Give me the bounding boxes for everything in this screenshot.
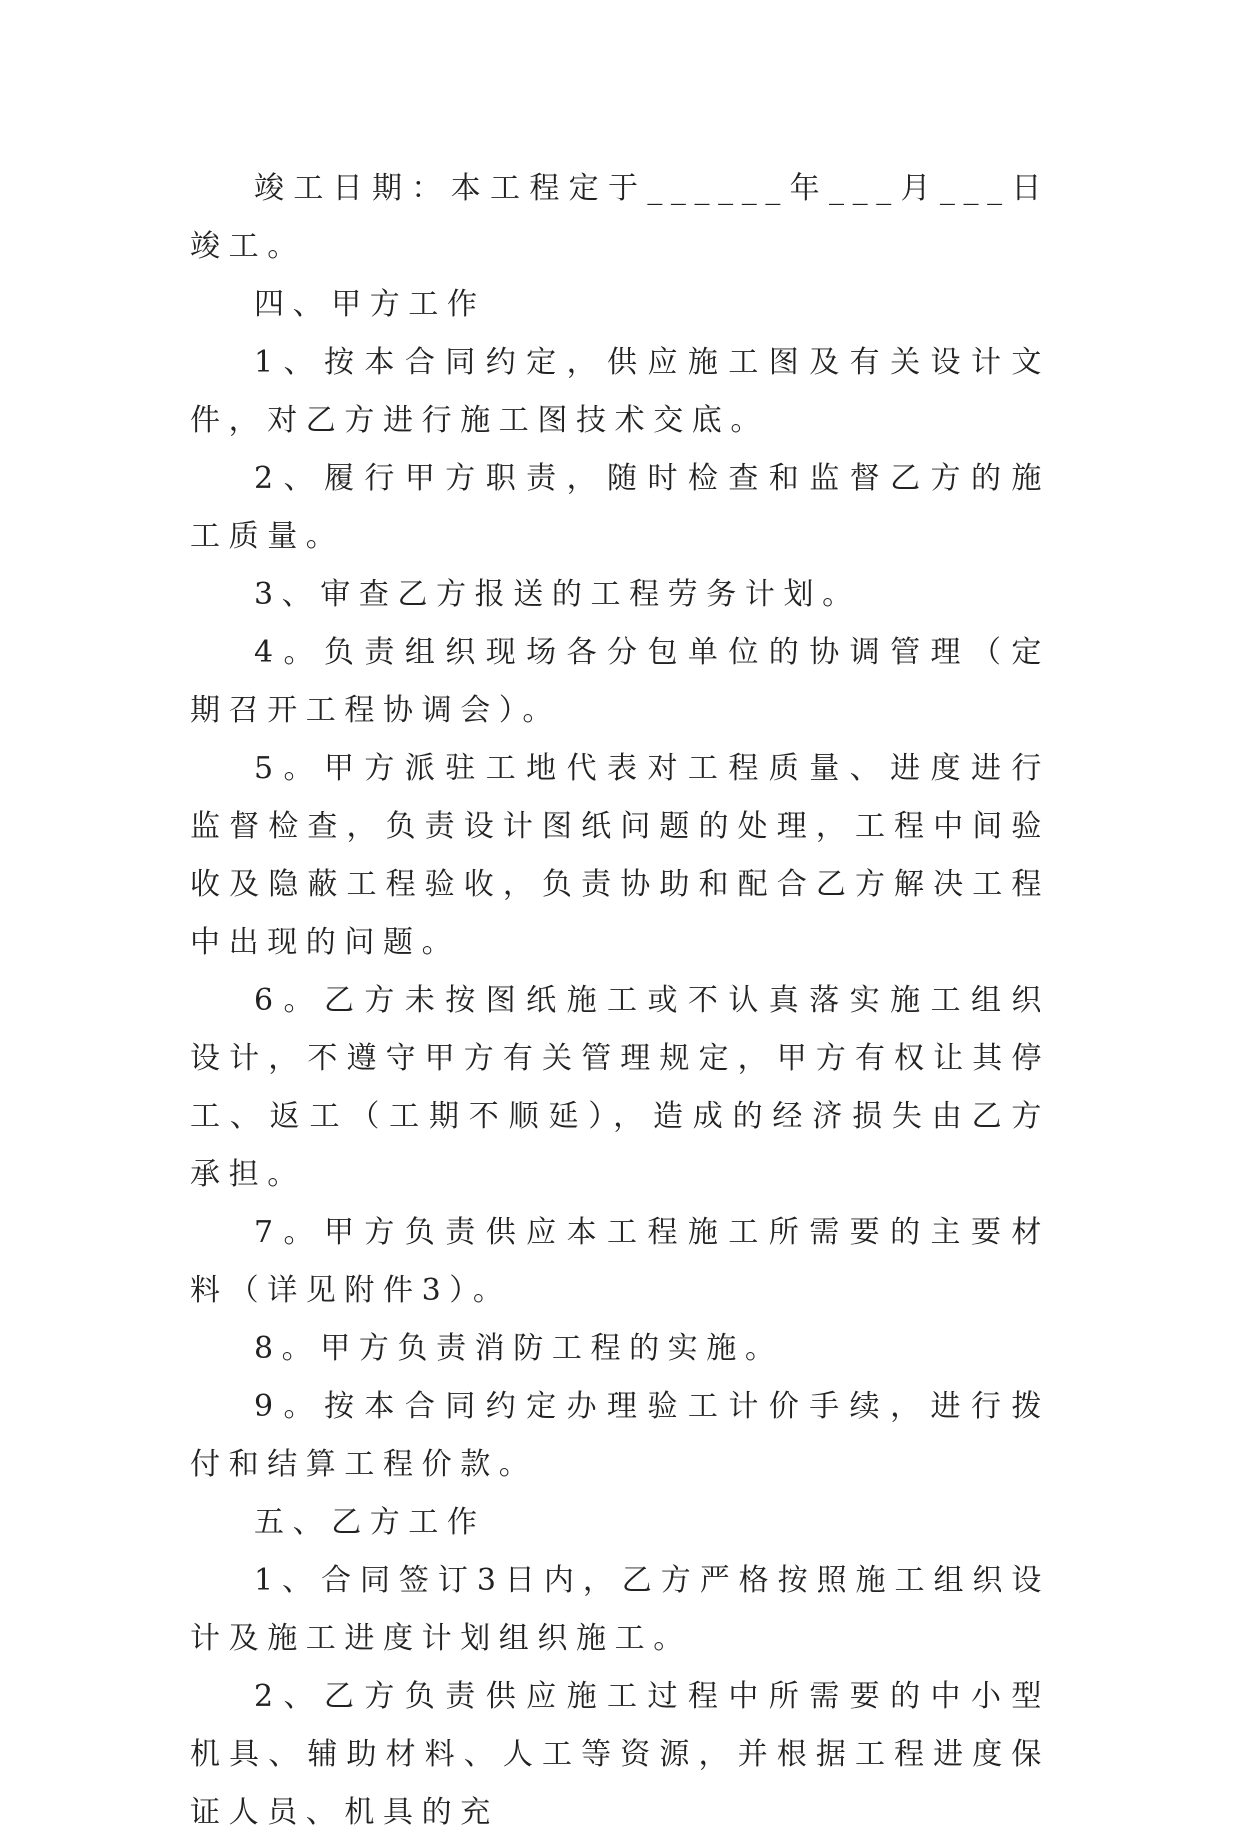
party-a-item-1: 1、按本合同约定，供应施工图及有关设计文件，对乙方进行施工图技术交底。 <box>190 345 1050 438</box>
party-a-item-8: 8。甲方负责消防工程的实施。 <box>254 1331 784 1366</box>
section-heading-party-a: 四、甲方工作 <box>254 287 486 322</box>
party-a-item-7: 7。甲方负责供应本工程施工所需要的主要材料（详见附件3）。 <box>190 1215 1050 1308</box>
party-a-item-3: 3、审查乙方报送的工程劳务计划。 <box>254 577 861 612</box>
document-body <box>190 160 1050 1842</box>
party-a-item-2: 2、履行甲方职责，随时检查和监督乙方的施工质量。 <box>190 461 1050 554</box>
section-heading-party-b: 五、乙方工作 <box>254 1505 486 1540</box>
party-a-item-9: 9。按本合同约定办理验工计价手续，进行拨付和结算工程价款。 <box>190 1389 1050 1482</box>
party-a-item-4: 4。负责组织现场各分包单位的协调管理（定期召开工程协调会）。 <box>190 635 1050 728</box>
completion-date-paragraph: 竣工日期：本工程定于______年___月___日竣工。 <box>190 171 1050 264</box>
party-b-item-2: 2、乙方负责供应施工过程中所需要的中小型机具、辅助材料、人工等资源，并根据工程进度保证人员、机具的充 <box>190 1679 1050 1830</box>
party-a-item-6: 6。乙方未按图纸施工或不认真落实施工组织设计，不遵守甲方有关管理规定，甲方有权让其停工、返工（工期不顺延），造成的经济损失由乙方承担。 <box>190 983 1050 1192</box>
party-a-item-5: 5。甲方派驻工地代表对工程质量、进度进行监督检查，负责设计图纸问题的处理，工程中间验收及隐蔽工程验收，负责协助和配合乙方解决工程中出现的问题。 <box>190 751 1050 960</box>
party-b-item-1: 1、合同签订3日内，乙方严格按照施工组织设计及施工进度计划组织施工。 <box>190 1563 1050 1656</box>
